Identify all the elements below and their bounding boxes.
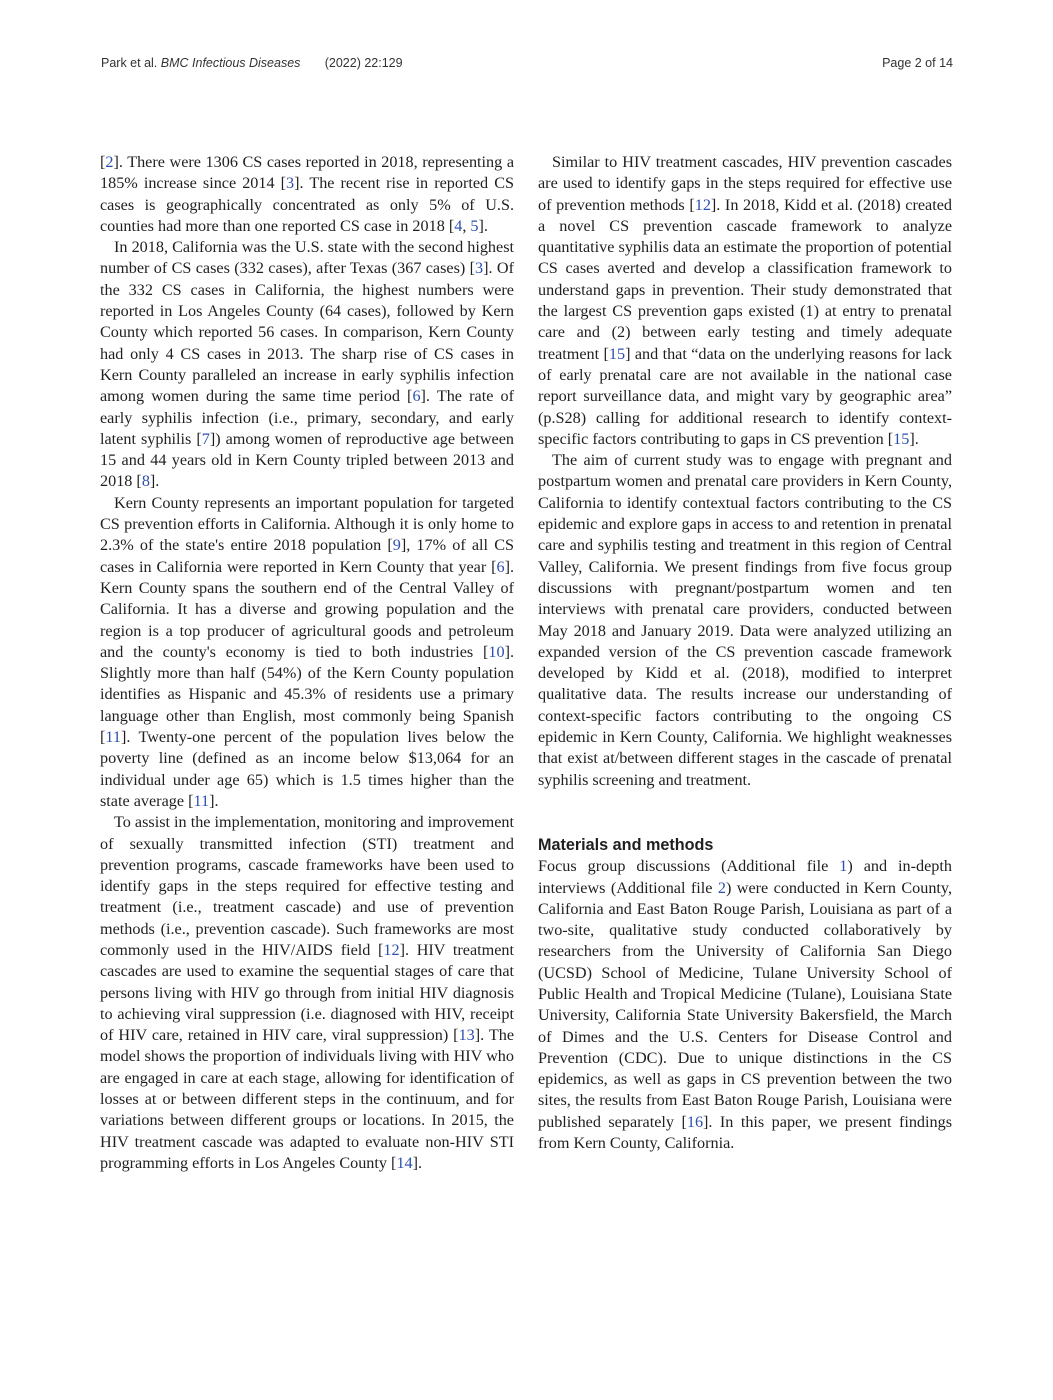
paragraph-text: ]. The model shows the proportion of individuals living with HIV who are engaged in care at each stage, allowing for identification of losses at or between different steps in the continuum, and for variations between different groups or locations. In 2015, the HIV treatment cascade was adapted to evaluate non-HIV STI programming efforts in Los Angeles County [ <box>100 1026 515 1172</box>
body-paragraph <box>538 450 952 791</box>
header-citation <box>101 56 403 70</box>
paragraph-text: Focus group discussions (Additional file <box>538 857 840 876</box>
body-paragraph <box>100 812 514 1174</box>
body-paragraph <box>538 152 952 450</box>
header-authors: Park et al. <box>101 56 158 70</box>
paragraph-text: ]. <box>149 472 160 491</box>
paragraph-text: In 2018, California was the U.S. state with the second highest number of CS cases (332 cases), after Texas (367 cases) [ <box>100 238 514 278</box>
paragraph-text: Kern County represents an important population for targeted CS prevention efforts in California. Although it is only home to 2.3% of the state's entire 2018 population [ <box>100 493 514 555</box>
citation-link[interactable]: 11 <box>193 791 210 810</box>
body-paragraph <box>100 152 514 237</box>
right-column <box>538 152 952 1154</box>
body-paragraph <box>538 856 952 1154</box>
paragraph-text: ]. In 2018, Kidd et al. (2018) created a novel CS prevention cascade framework to analyze quantitative syphilis data an estimate the proportion of potential CS cases averted and develop a classification framework to understand gaps in prevention. Their study demonstrated that the largest CS prevention gaps existed (1) at entry to prenatal care and (2) between early testing and timely adequate treatment [ <box>538 195 953 363</box>
page-number: Page 2 of 14 <box>882 56 953 70</box>
citation-link[interactable]: 6 <box>412 387 421 406</box>
citation-link[interactable]: 1 <box>839 857 848 876</box>
running-header <box>101 56 953 76</box>
citation-link[interactable]: 9 <box>392 536 401 555</box>
citation-link[interactable]: 2 <box>717 878 726 897</box>
body-paragraph <box>100 237 514 493</box>
paragraph-text: ]. <box>412 1153 423 1172</box>
citation-link[interactable]: 15 <box>893 429 910 448</box>
paragraph-text: Similar to HIV treatment cascades, HIV prevention cascades are used to identify gaps in the steps required for effective use of prevention methods [ <box>538 153 952 214</box>
paragraph-text: ]. HIV treatment cascades are used to examine the sequential stages of care that persons living with HIV go through from initial HIV diagnosis to achieving viral suppression (i.e. diagnosed with HIV, receipt of HIV care, retained in HIV care, viral suppression) [ <box>100 940 514 1045</box>
header-volume: (2022) 22:129 <box>324 56 403 70</box>
citation-link[interactable]: 13 <box>458 1026 475 1045</box>
citation-link[interactable]: 12 <box>383 940 400 959</box>
citation-link[interactable]: 6 <box>496 557 505 576</box>
paragraph-text: ]. <box>478 216 488 235</box>
paragraph-text: ]) among women of reproductive age between 15 and 44 years old in Kern County tripled between 2013 and 2018 [ <box>100 429 515 491</box>
citation-link[interactable]: 2 <box>105 153 114 171</box>
paragraph-text: [ <box>100 153 106 171</box>
header-journal: BMC Infectious Diseases <box>160 56 301 70</box>
paragraph-text: ]. There were 1306 CS cases reported in 2018, representing a 185% increase since 2014 [ <box>100 153 514 193</box>
paragraph-text: ) and in-depth interviews (Additional file <box>538 857 952 897</box>
left-column <box>100 152 514 1174</box>
paragraph-text: ] and that “data on the underlying reasons for lack of early prenatal care are not available in the national case report surveillance data, and might vary by geographic area” (p.S28) calling for additional research to identify context-specific factors contributing to gaps in CS prevention [ <box>538 344 953 448</box>
paragraph-text: ], 17% of all CS cases in California were reported in Kern County that year [ <box>100 536 515 576</box>
citation-link[interactable]: 5 <box>470 216 479 235</box>
paragraph-text: ]. <box>209 791 219 810</box>
paragraph-text: , <box>462 216 471 235</box>
paragraph-text: ]. The recent rise in reported CS cases is geographically concentrated as only 5% of U.S. counties had more than one reported CS case in 2018 [ <box>100 174 514 235</box>
citation-link[interactable]: 12 <box>694 195 711 214</box>
body-paragraph <box>100 493 514 812</box>
paragraph-text: ]. The rate of early syphilis infection (i.e., primary, secondary, and early latent syphilis [ <box>100 387 514 448</box>
section-heading-materials-methods: Materials and methods <box>538 835 714 854</box>
paragraph-text: ]. Of the 332 CS cases in California, the highest numbers were reported in Los Angeles County (64 cases), followed by Kern County which reported 56 cases. In comparison, Kern County had only 4 CS cases in 2013. The sharp rise of CS cases in Kern County paralleled an increase in early syphilis infection among women during the same time period [ <box>100 259 514 406</box>
paragraph-text: ]. <box>909 429 919 448</box>
paragraph-text: ]. Twenty-one percent of the population lives below the poverty line (defined as an income below $13,064 for an individual under age 65) which is 1.5 times higher than the state average [ <box>100 728 514 810</box>
citation-link[interactable]: 7 <box>201 429 210 448</box>
paragraph-text: ]. Kern County spans the southern end of the Central Valley of California. It has a diverse and growing population and the region is a top producer of agricultural goods and petroleum and the county's economy is tied to both industries [ <box>100 557 514 661</box>
citation-link[interactable]: 14 <box>396 1153 413 1172</box>
paragraph-text: The aim of current study was to engage with pregnant and postpartum women and prenatal care providers in Kern County, California to identify contextual factors contributing to the CS epidemic and explore gaps in access to and retention in prenatal care and syphilis testing and treatment in this region of Central Valley, California. We present findings from five focus group discussions with pregnant/postpartum women and ten interviews with prenatal care providers, conducted between May 2018 and January 2019. Data were analyzed utilizing an expanded version of the CS prevention cascade framework developed by Kidd et al. (2018), modified to interpret qualitative data. The results increase our understanding of context-specific factors contributing to the ongoing CS epidemic in Kern County, California. We highlight weaknesses that exist at/between different stages in the cascade of prenatal syphilis screening and treatment. <box>538 451 952 789</box>
paragraph-text: ]. Slightly more than half (54%) of the Kern County population identifies as Hispanic and 45.3% of residents use a primary language other than English, most commonly being Spanish [ <box>100 642 514 747</box>
citation-link[interactable]: 4 <box>454 216 463 235</box>
citation-link[interactable]: 16 <box>686 1112 704 1131</box>
citation-link[interactable]: 8 <box>141 472 150 491</box>
citation-link[interactable]: 11 <box>105 728 121 747</box>
citation-link[interactable]: 3 <box>475 259 484 278</box>
paragraph-text: ]. In this paper, we present findings from Kern County, California. <box>538 1112 953 1153</box>
paragraph-text: ) were conducted in Kern County, California and East Baton Rouge Parish, Louisiana as part of a two-site, qualitative study conducted collaboratively by researchers from the University of California San Diego (UCSD) School of Medicine, Tulane University School of Public Health and Tropical Medicine (Tulane), Louisiana State University, California State University Bakersfield, the March of Dimes and the U.S. Centers for Disease Control and Prevention (CDC). Due to unique distinctions in the CS epidemics, as well as gaps in CS prevention between the two sites, the results from East Baton Rouge Parish, Louisiana were published separately [ <box>538 878 952 1131</box>
citation-link[interactable]: 3 <box>286 174 295 193</box>
paragraph-text: To assist in the implementation, monitoring and improvement of sexually transmitted infection (STI) treatment and prevention programs, cascade frameworks have been used to identify gaps in the steps required for effective testing and treatment (i.e., treatment cascade) and use of prevention methods (i.e., prevention cascade). Such frameworks are most commonly used in the HIV/AIDS field [ <box>100 813 514 959</box>
citation-link[interactable]: 15 <box>608 344 626 363</box>
citation-link[interactable]: 10 <box>488 642 505 661</box>
